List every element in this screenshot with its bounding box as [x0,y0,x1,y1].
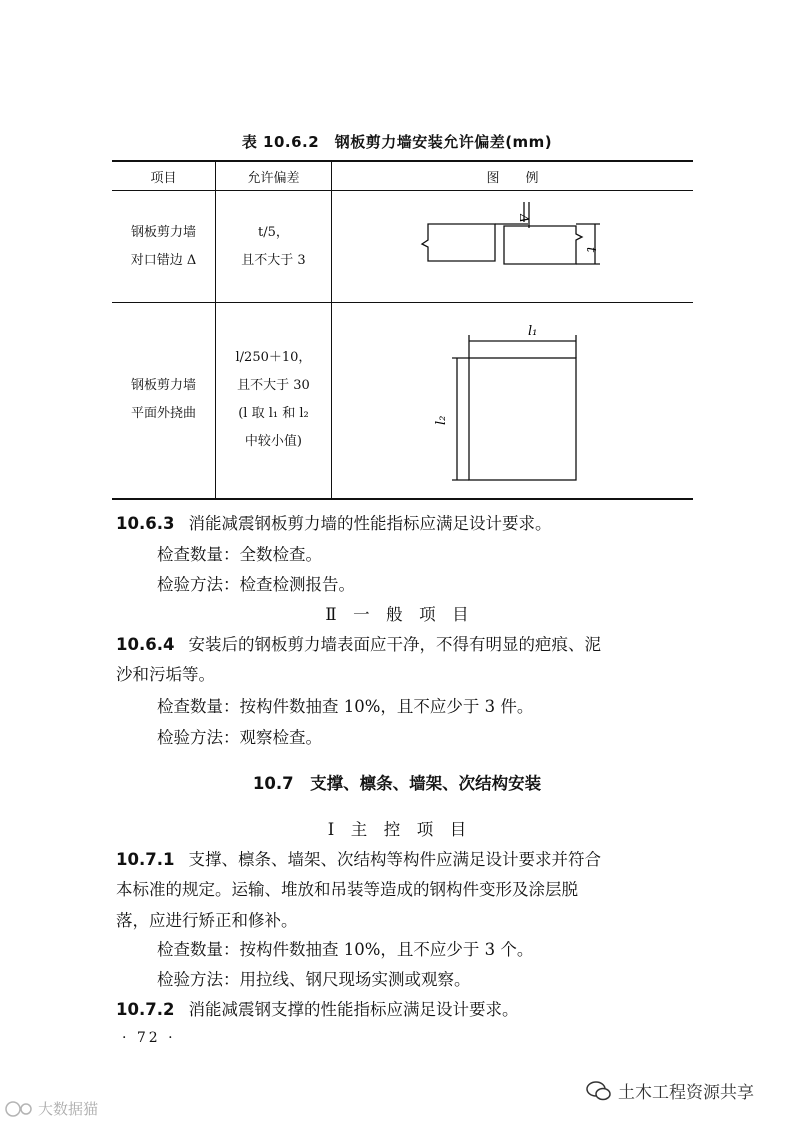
wechat-icon [586,1080,612,1102]
row2-item-line2: 平面外挠曲 [130,406,196,422]
clause-number: 10.7.1 [116,850,175,869]
check-quantity: 检查数量：全数检查。 [157,545,322,564]
table-caption: 表 10.6.2 钢板剪力墙安装允许偏差(mm) [241,133,553,151]
clause-text: 消能减震钢支撑的性能指标应满足设计要求。 [188,1000,519,1019]
row2-tol-line2: 且不大于 30 [237,378,310,394]
clause-number: 10.7.2 [116,1000,175,1019]
l1-label: l₁ [528,324,538,340]
table-row [112,191,693,303]
check-method: 检验方法：检查检测报告。 [157,575,355,594]
edge-offset-diagram [332,192,693,302]
row1-item [112,191,215,303]
clause-number: 10.6.3 [116,514,175,533]
table-header-row [112,161,693,191]
clause-text-cont: 本标准的规定。运输、堆放和吊装等造成的钢构件变形及涂层脱 [116,880,578,899]
out-of-plane-diagram [332,303,693,497]
check-method: 检验方法：观察检查。 [157,728,322,747]
check-quantity: 检查数量：按构件数抽查 10%，且不应少于 3 件。 [157,697,534,716]
row1-tol-line1: t/5， [258,224,289,240]
clause-text: 消能减震钢板剪力墙的性能指标应满足设计要求。 [188,514,552,533]
row2-tol-line1: l/250＋10， [235,350,312,366]
row2-tol-line3: (l 取 l₁ 和 l₂ [238,406,309,422]
check-quantity: 检查数量：按构件数抽查 10%，且不应少于 3 个。 [157,940,534,959]
row2-item-line1: 钢板剪力墙 [130,378,196,394]
row1-tol-line2: 且不大于 3 [241,252,306,268]
row1-tolerance [215,191,331,303]
watermark-right [586,1078,754,1103]
clause-text-cont: 沙和污垢等。 [116,665,215,684]
check-method: 检验方法：用拉线、钢尺现场实测或观察。 [157,970,471,989]
clause-text-cont: 落，应进行矫正和修补。 [116,911,298,930]
row2-figure [332,303,694,499]
row1-item-line2: 对口错边 Δ [130,252,197,268]
delta-label: Δ [517,213,531,223]
clause-text: 支撑、檩条、墙架、次结构等构件应满足设计要求并符合 [188,850,601,869]
header-figure: 图 例 [332,161,694,191]
row2-tol-line4: 中较小值) [244,434,302,450]
page-number: · 72 · [122,1030,176,1046]
right-plate-shape [504,226,582,264]
header-tolerance: 允许偏差 [215,161,331,191]
row1-figure [332,191,694,303]
watermark-text: 土木工程资源共享 [618,1083,754,1103]
row1-item-line1: 钢板剪力墙 [130,224,196,240]
left-plate-shape [422,224,495,261]
clause-10-7-2 [116,994,696,1025]
header-item: 项目 [112,161,215,191]
section-10-7-title: 10.7 支撑、檩条、墙架、次结构安装 [252,774,542,793]
clause-10-7-1 [116,844,696,875]
general-items-heading: Ⅱ 一 般 项 目 [325,605,469,624]
clause-number: 10.6.4 [116,635,175,654]
row2-tolerance [215,303,331,499]
clause-10-6-4 [116,629,696,660]
watermark-left-text: 大数据猫 [38,1100,99,1118]
watermark-left [4,1098,98,1119]
thickness-label: t [583,246,598,252]
watermark-logo-icon [4,1099,38,1119]
clause-text: 安装后的钢板剪力墙表面应干净，不得有明显的疤痕、泥 [188,635,601,654]
tolerance-table [112,160,693,500]
plate-rectangle [469,358,576,480]
table-row [112,303,693,499]
main-items-heading: Ⅰ 主 控 项 目 [327,820,467,839]
l2-label: l₂ [434,415,449,426]
row2-item [112,303,215,499]
clause-10-6-3 [116,508,696,539]
